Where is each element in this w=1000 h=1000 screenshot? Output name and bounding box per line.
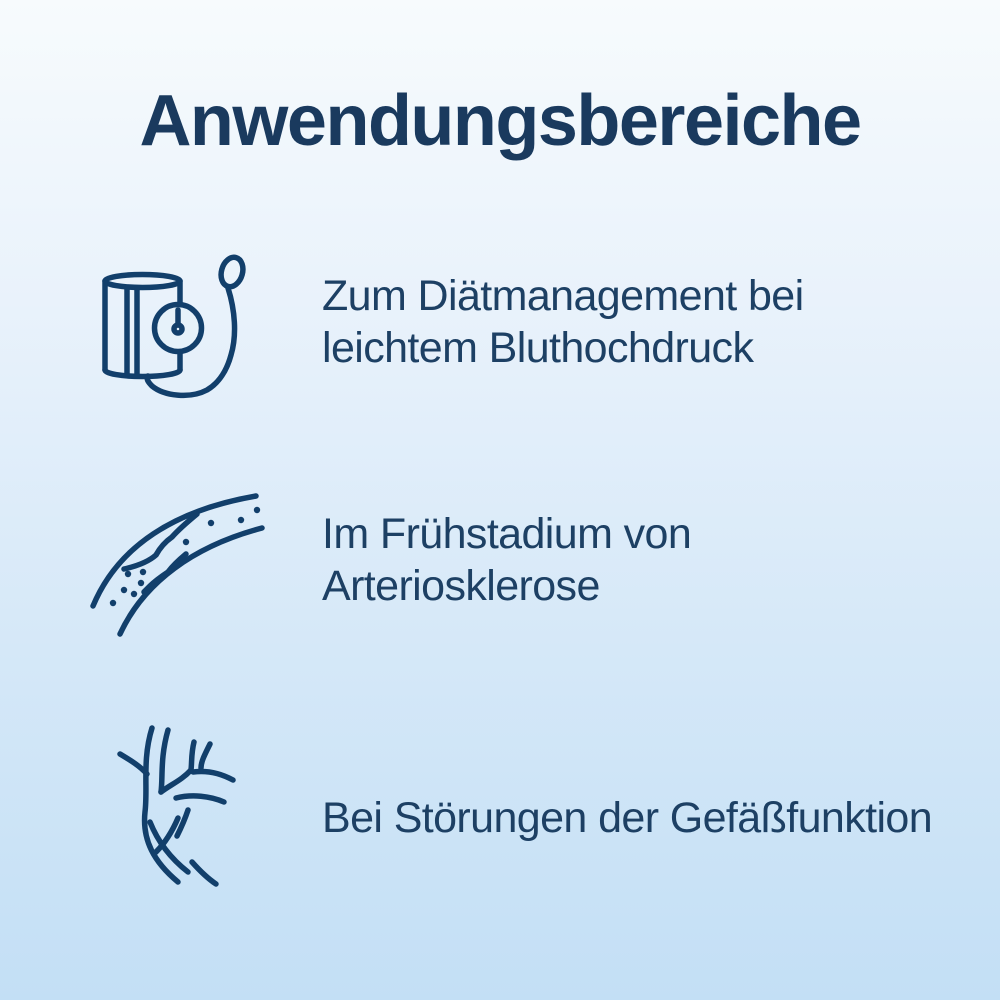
application-item-text (322, 508, 691, 612)
application-item-text (322, 792, 932, 844)
text-line: leichtem Bluthochdruck (322, 324, 754, 372)
blood-vessels-icon (90, 700, 270, 900)
blood-pressure-monitor-icon (80, 240, 280, 420)
text-line: Arteriosklerose (322, 562, 600, 610)
application-item-text (322, 270, 804, 374)
text-line: Zum Diätmanagement bei (322, 272, 804, 320)
text-line: Im Frühstadium von (322, 510, 692, 558)
text-line: Bei Störungen der Gefäßfunktion (322, 794, 933, 842)
artery-plaque-icon (80, 480, 300, 660)
page-title: Anwendungsbereiche (139, 81, 861, 161)
